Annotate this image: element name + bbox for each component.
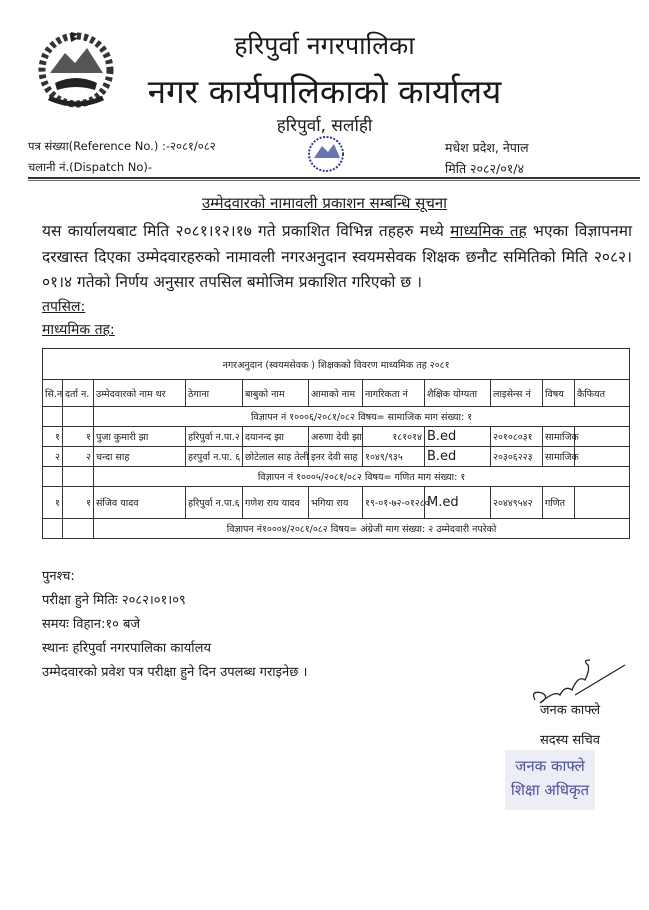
reference-number: पत्र संख्या(Reference No.) :-२०८१/०८२ — [28, 139, 216, 153]
exam-venue: स्थानः हरिपुर्वा नगरपालिका कार्यालय — [42, 641, 212, 656]
column-header: बाबुको नाम — [243, 380, 309, 407]
empty-cell — [63, 519, 94, 539]
empty-cell — [43, 407, 63, 427]
table-cell: १९-०१-७२-०१२८० — [363, 487, 425, 519]
table-cell: इनर देवी साह — [309, 447, 363, 467]
table-cell: M.ed — [425, 487, 491, 519]
advertisement-info: विज्ञापन नं१०००४/२०८१/०८२ विषय= अंग्रेजी माग संख्या: २ उम्मेदवारी नपरेको — [94, 519, 630, 539]
table-row — [43, 487, 630, 519]
notice-body-text: यस कार्यालयबाट मिति २०८१।१२।१७ गते प्रकाशित विभिन्न तहहरु मध्ये — [42, 222, 451, 240]
table-cell: १ — [63, 427, 94, 447]
notice-title: उम्मेदवारको नामावली प्रकाशन सम्बन्धि सूचना — [201, 194, 448, 212]
exam-time: समयः विहान:१० बजे — [42, 617, 141, 632]
column-header: विषय — [543, 380, 575, 407]
office-name: नगर कार्यपालिकाको कार्यालय — [147, 72, 502, 111]
empty-cell — [63, 467, 94, 487]
table-title-row — [43, 349, 630, 380]
province: मधेश प्रदेश, नेपाल — [445, 140, 529, 155]
notice-body-text-cont: भएका विज्ञापनमा दरखास्त दिएका उम्मेदवारहरुको नामावली नगरअनुदान स्वयमसेवक शिक्षक छनौट समितिको मिति २०८२।०१।४ गतेको निर्णय अनुसार तपसिल बमोजिम प्रकाशित गरिएको छ । — [42, 222, 632, 291]
table-cell: संजिव यादव — [94, 487, 186, 519]
stamp-title: शिक्षा अधिकृत — [510, 781, 590, 799]
empty-cell — [43, 467, 63, 487]
column-header: नागरिकता नं — [363, 380, 425, 407]
table-cell: भगिया राय — [309, 487, 363, 519]
column-header: कैफियत — [575, 380, 630, 407]
column-header: लाइसेन्स नं — [491, 380, 543, 407]
table-cell — [575, 487, 630, 519]
table-cell: चन्दा साह — [94, 447, 186, 467]
table-cell: छोटेलाल साह तेली — [243, 447, 309, 467]
table-cell: सामाजिक — [543, 447, 575, 467]
stamp-name: जनक काफ्ले — [515, 757, 585, 775]
table-row — [43, 447, 630, 467]
ps-label: पुनश्च: — [42, 569, 75, 584]
table-cell: १ — [43, 427, 63, 447]
notice-level-highlight: माध्यमिक तह — [450, 222, 527, 240]
advertisement-info: विज्ञापन नं १०००६/२०८१/०८२ विषय= सामाजिक माग संख्या: १ — [94, 407, 630, 427]
table-cell: २ — [43, 447, 63, 467]
table-cell: १८१०१४ — [363, 427, 425, 447]
letter-date: मिति २०८२/०१/४ — [445, 161, 524, 176]
column-header: ठेगाना — [186, 380, 243, 407]
column-header: शैक्षिक योग्यता — [425, 380, 491, 407]
table-cell: अरुणा देवी झा — [309, 427, 363, 447]
name-stamp — [505, 750, 595, 810]
table-title: नगरअनुदान (स्वयमसेवक ) शिक्षकको विवरण माध्यमिक तह २०८१ — [43, 349, 630, 380]
table-cell — [575, 447, 630, 467]
candidate-table — [42, 348, 630, 539]
table-cell: गणित — [543, 487, 575, 519]
advertisement-info: विज्ञापन नं १०००५/२०८१/०८२ विषय= गणित माग संख्या: १ — [94, 467, 630, 487]
table-cell: दयानन्द झा — [243, 427, 309, 447]
level-label: माध्यमिक तह: — [42, 322, 115, 338]
table-cell: हरिपुर्वा न.पा.६ — [186, 487, 243, 519]
municipality-name: हरिपुर्वा नगरपालिका — [234, 31, 415, 60]
table-cell: २०१०८०३१ — [491, 427, 543, 447]
table-cell: १०४९/९३५ — [363, 447, 425, 467]
signatory-name: जनक काफ्ले — [539, 703, 601, 718]
advertisement-row — [43, 467, 630, 487]
admit-card-note: उम्मेदवारको प्रवेश पत्र परीक्षा हुने दिन उपलब्ध गराइनेछ । — [42, 665, 308, 680]
signatory-designation: सदस्य सचिव — [539, 733, 601, 748]
table-row — [43, 427, 630, 447]
table-cell: २ — [63, 447, 94, 467]
office-location: हरिपुर्वा, सर्लाही — [276, 116, 373, 136]
table-cell: B.ed — [425, 427, 491, 447]
column-header: आमाको नाम — [309, 380, 363, 407]
table-cell: हरपुर्वा न.पा. ६ — [186, 447, 243, 467]
table-cell: २०४४९५४२ — [491, 487, 543, 519]
dispatch-number: चलानी नं.(Dispatch No)- — [28, 160, 153, 174]
exam-date: परीक्षा हुने मितिः २०८२।०१।०९ — [42, 593, 186, 608]
table-cell: गणेश राय यादव — [243, 487, 309, 519]
column-header: दर्ता न. — [63, 380, 94, 407]
table-cell: १ — [43, 487, 63, 519]
notice-body — [42, 219, 632, 296]
details-label: तपसिल: — [42, 299, 86, 315]
empty-cell — [43, 519, 63, 539]
table-cell: पुजा कुमारी झा — [94, 427, 186, 447]
table-header-row — [43, 380, 630, 407]
table-cell: १ — [63, 487, 94, 519]
advertisement-row — [43, 407, 630, 427]
office-seal-stamp — [300, 134, 352, 182]
header-divider — [28, 177, 640, 181]
empty-cell — [63, 407, 94, 427]
column-header: सि.न — [43, 380, 63, 407]
table-cell: २०३०६२२३ — [491, 447, 543, 467]
table-cell — [575, 427, 630, 447]
column-header: उम्मेदवारको नाम थर — [94, 380, 186, 407]
table-cell: B.ed — [425, 447, 491, 467]
table-cell: हरिपुर्वा न.पा.२ — [186, 427, 243, 447]
advertisement-row — [43, 519, 630, 539]
table-cell: सामाजिक — [543, 427, 575, 447]
